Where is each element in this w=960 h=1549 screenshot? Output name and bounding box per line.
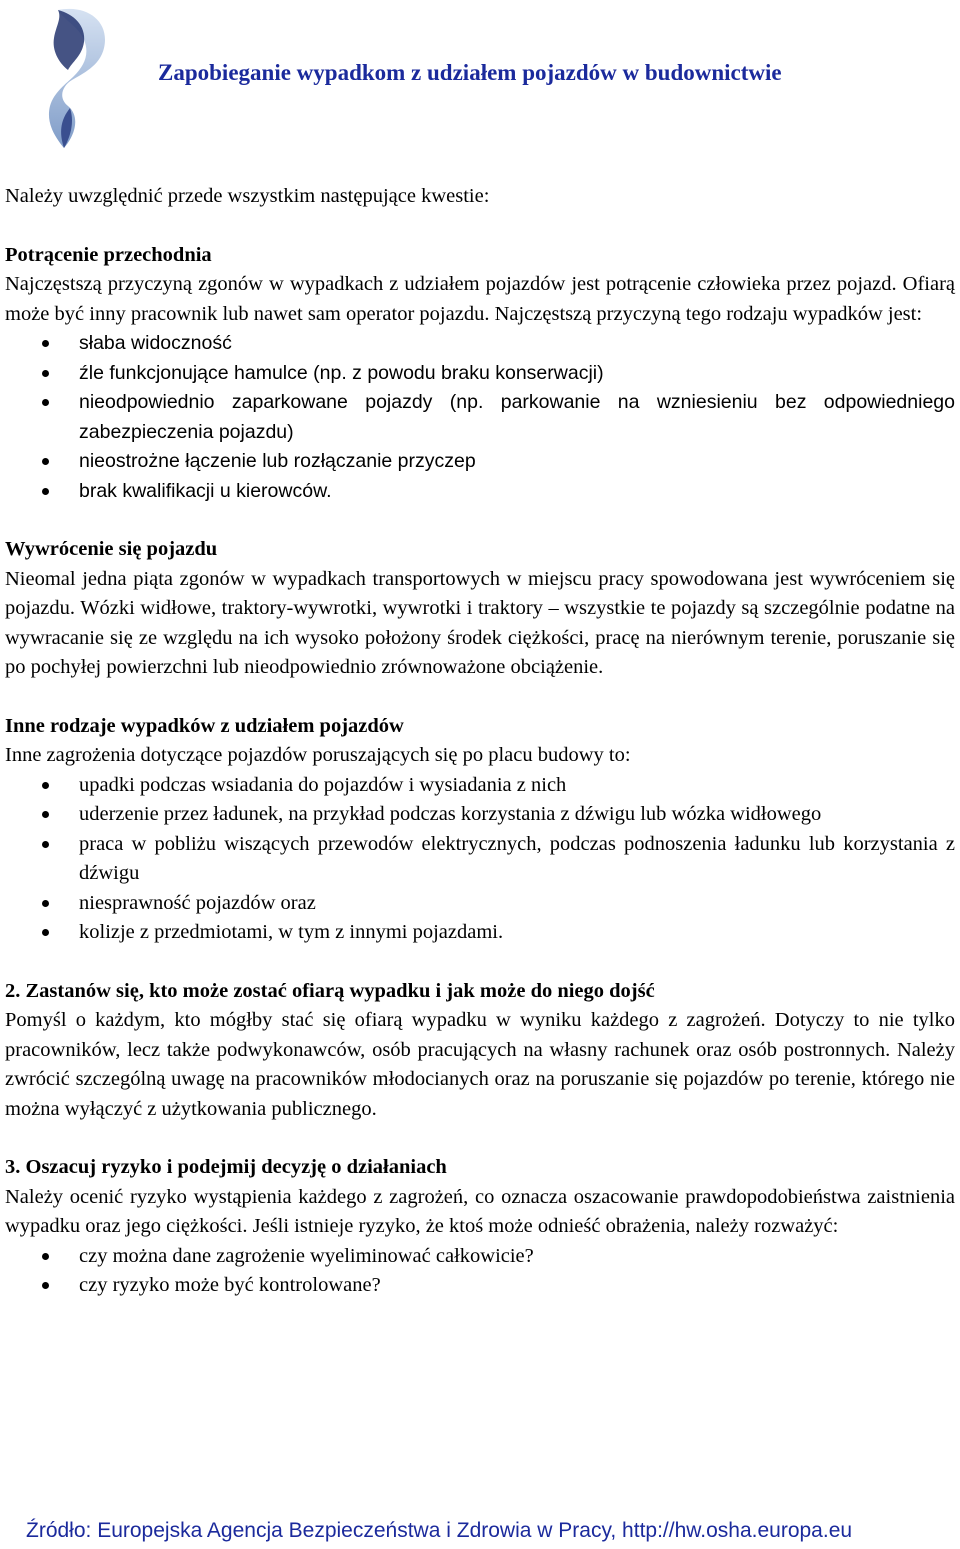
risk-questions-list — [5, 1242, 955, 1301]
list-item: uderzenie przez ładunek, na przykład podczas korzystania z dźwigu lub wózka widłowego — [5, 800, 955, 830]
section-2-text: Pomyśl o każdym, kto mógłby stać się ofiarą wypadku w wyniku każdego z zagrożeń. Dotyczy to nie tylko pracowników, lecz także podwykonawców, osób pracujących na własny rachunek oraz osób postronnych. Należy zwrócić szczególną uwagę na pracowników młodocianych oraz na poruszanie się pojazdów po terenie, którego nie można wyłączyć z użytkowania publicznego. — [5, 1009, 955, 1120]
list-item: czy ryzyko może być kontrolowane? — [5, 1271, 955, 1301]
source-footer: Źródło: Europejska Agencja Bezpieczeństwa i Zdrowia w Pracy, http://hw.osha.europa.eu — [26, 1519, 853, 1542]
section-other-heading: Inne rodzaje wypadków z udziałem pojazdów — [5, 714, 404, 737]
section-rollover-heading: Wywrócenie się pojazdu — [5, 538, 218, 560]
document-header-title: Zapobieganie wypadkom z udziałem pojazdów w budownictwie — [158, 60, 782, 85]
section-pedestrian-text: Najczęstszą przyczyną zgonów w wypadkach z udziałem pojazdów jest potrącenie człowieka przez pojazd. Ofiarą może być inny pracownik lub nawet sam operator pojazdu. Najczęstszą przyczyną tego rodzaju wypadków jest: — [5, 273, 955, 325]
list-item: nieodpowiednio zaparkowane pojazdy (np. parkowanie na wzniesieniu bez odpowiedniego zabezpieczenia pojazdu) — [5, 388, 955, 447]
list-item: praca w pobliżu wiszących przewodów elektrycznych, podczas podnoszenia ładunku lub korzystania z dźwigu — [5, 830, 955, 889]
pedestrian-causes-list — [5, 329, 955, 506]
logo-graphic — [28, 4, 112, 152]
list-item: źle funkcjonujące hamulce (np. z powodu braku konserwacji) — [5, 359, 955, 389]
section-rollover — [5, 535, 955, 683]
section-3-heading — [5, 1153, 955, 1183]
section-3-number: 3. — [5, 1156, 21, 1178]
list-item: upadki podczas wsiadania do pojazdów i wysiadania z nich — [5, 771, 955, 801]
section-other-text: Inne zagrożenia dotyczące pojazdów poruszających się po placu budowy to: — [5, 744, 631, 766]
section-other-accidents — [5, 712, 955, 948]
section-2 — [5, 977, 955, 1125]
list-item: słaba widoczność — [5, 329, 955, 359]
list-item: niesprawność pojazdów oraz — [5, 889, 955, 919]
list-item: kolizje z przedmiotami, w tym z innymi pojazdami. — [5, 918, 955, 948]
section-3-title: Oszacuj ryzyko i podejmij decyzję o działaniach — [25, 1156, 447, 1178]
section-2-heading — [5, 977, 955, 1007]
document-body — [5, 182, 955, 1301]
section-rollover-text: Nieomal jedna piąta zgonów w wypadkach transportowych w miejscu pracy spowodowana jest wywróceniem się pojazdu. Wózki widłowe, traktory-wywrotki, wywrotki i traktory – wszystkie te pojazdy są szczególnie podatne na wywracanie się ze względu na ich wysoko położony środek ciężkości, pracę na nierównym terenie, poruszanie się po pochyłej powierzchni lub nieodpowiednio zrównoważone obciążenie. — [5, 567, 955, 678]
other-hazards-list — [5, 771, 955, 948]
agency-logo — [28, 4, 112, 152]
list-item: czy można dane zagrożenie wyeliminować całkowicie? — [5, 1242, 955, 1272]
intro-text: Należy uwzględnić przede wszystkim następujące kwestie: — [5, 185, 490, 207]
section-2-number: 2. — [5, 979, 21, 1002]
section-pedestrian — [5, 241, 955, 507]
section-pedestrian-heading: Potrącenie przechodnia — [5, 243, 212, 266]
section-2-title: Zastanów się, kto może zostać ofiarą wypadku i jak może do niego dojść — [25, 979, 655, 1002]
section-3 — [5, 1153, 955, 1301]
list-item: brak kwalifikacji u kierowców. — [5, 477, 955, 507]
section-3-text: Należy ocenić ryzyko wystąpienia każdego z zagrożeń, co oznacza oszacowanie prawdopodobieństwa zaistnienia wypadku oraz jego ciężkości. Jeśli istnieje ryzyko, że ktoś może odnieść obrażenia, należy rozważyć: — [5, 1185, 955, 1237]
list-item: nieostrożne łączenie lub rozłączanie przyczep — [5, 447, 955, 477]
